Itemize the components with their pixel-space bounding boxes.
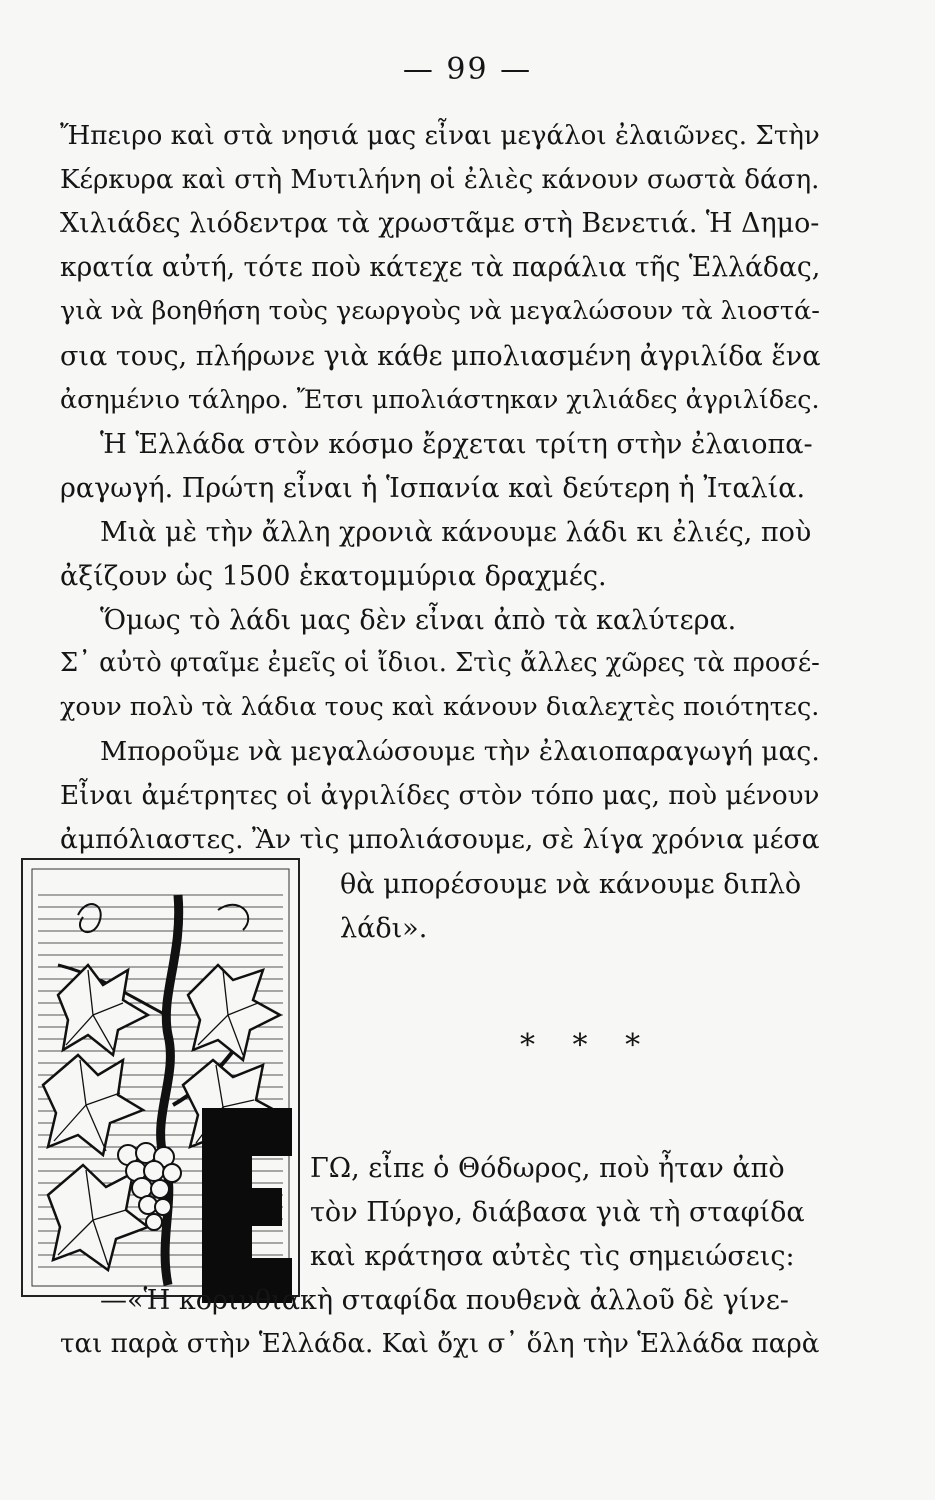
- text-line: θὰ μπορέσουμε νὰ κάνουμε διπλὸ: [340, 869, 802, 900]
- text-line: ΓΩ, εἶπε ὁ Θόδωρος, ποὺ ἦταν ἀπὸ: [310, 1153, 785, 1184]
- dropcap-letter: [202, 1108, 292, 1303]
- text-line: Κέρκυρα καὶ στὴ Μυτιλήνη οἱ ἐλιὲς κάνουν σωστὰ δάση.: [60, 165, 820, 195]
- text-line: ἀμπόλιαστες. Ἂν τὶς μπολιάσουμε, σὲ λίγα χρόνια μέσα: [60, 824, 820, 855]
- text-line: Σ᾽ αὐτὸ φταῖμε ἐμεῖς οἱ ἴδιοι. Στὶς ἄλλες χῶρες τὰ προσέ-: [60, 648, 820, 678]
- text-line: τὸν Πύργο, διάβασα γιὰ τὴ σταφίδα: [310, 1197, 805, 1228]
- page-number: — 99 —: [402, 52, 533, 87]
- text-line: Ἡ Ἑλλάδα στὸν κόσμο ἔρχεται τρίτη στὴν ἐλαιοπα-: [100, 429, 813, 460]
- text-line: χουν πολὺ τὰ λάδια τους καὶ κάνουν διαλεχτὲς ποιότητες.: [60, 692, 820, 722]
- text-line: ραγωγή. Πρώτη εἶναι ἡ Ἱσπανία καὶ δεύτερη ἡ Ἰταλία.: [60, 473, 806, 504]
- text-line: λάδι».: [340, 913, 428, 944]
- text-line: ται παρὰ στὴν Ἑλλάδα. Καὶ ὄχι σ᾽ ὅλη τὴν Ἑλλάδα παρὰ: [60, 1329, 820, 1359]
- dropcap-text: Ε: [246, 1218, 248, 1219]
- text-line: Εἶναι ἀμέτρητες οἱ ἀγριλίδες στὸν τόπο μας, ποὺ μένουν: [60, 781, 820, 811]
- text-line: Μιὰ μὲ τὴν ἄλλη χρονιὰ κάνουμε λάδι κι ἐλιές, ποὺ: [100, 517, 812, 548]
- text-line: καὶ κράτησα αὐτὲς τὶς σημειώσεις:: [310, 1241, 795, 1272]
- text-line: ἀσημένιο τάληρο. Ἔτσι μπολιάστηκαν χιλιάδες ἀγριλίδες.: [60, 384, 820, 414]
- text-line: Ἤπειρο καὶ στὰ νησιά μας εἶναι μεγάλοι ἐλαιῶνες. Στὴν: [60, 121, 820, 151]
- text-line: ἀξίζουν ὡς 1500 ἑκατομμύρια δραχμές.: [60, 561, 607, 592]
- text-line: Μποροῦμε νὰ μεγαλώσουμε τὴν ἐλαιοπαραγωγή μας.: [100, 736, 820, 767]
- text-line: —«Ἡ κορινθιακὴ σταφίδα πουθενὰ ἀλλοῦ δὲ γίνε-: [100, 1285, 789, 1316]
- text-line: γιὰ νὰ βοηθήση τοὺς γεωργοὺς νὰ μεγαλώσουν τὰ λιοστά-: [60, 296, 820, 326]
- text-line: Χιλιάδες λιόδεντρα τὰ χρωστᾶμε στὴ Βενετιά. Ἡ Δημο-: [60, 208, 820, 239]
- text-line: Ὅμως τὸ λάδι μας δὲν εἶναι ἀπὸ τὰ καλύτερα.: [100, 605, 737, 636]
- text-line: σια τους, πλήρωνε γιὰ κάθε μπολιασμένη ἀγριλίδα ἕνα: [60, 341, 821, 372]
- text-line: κρατία αὐτή, τότε ποὺ κάτεχε τὰ παράλια τῆς Ἑλλάδας,: [60, 252, 821, 283]
- section-break: * * *: [520, 1028, 655, 1063]
